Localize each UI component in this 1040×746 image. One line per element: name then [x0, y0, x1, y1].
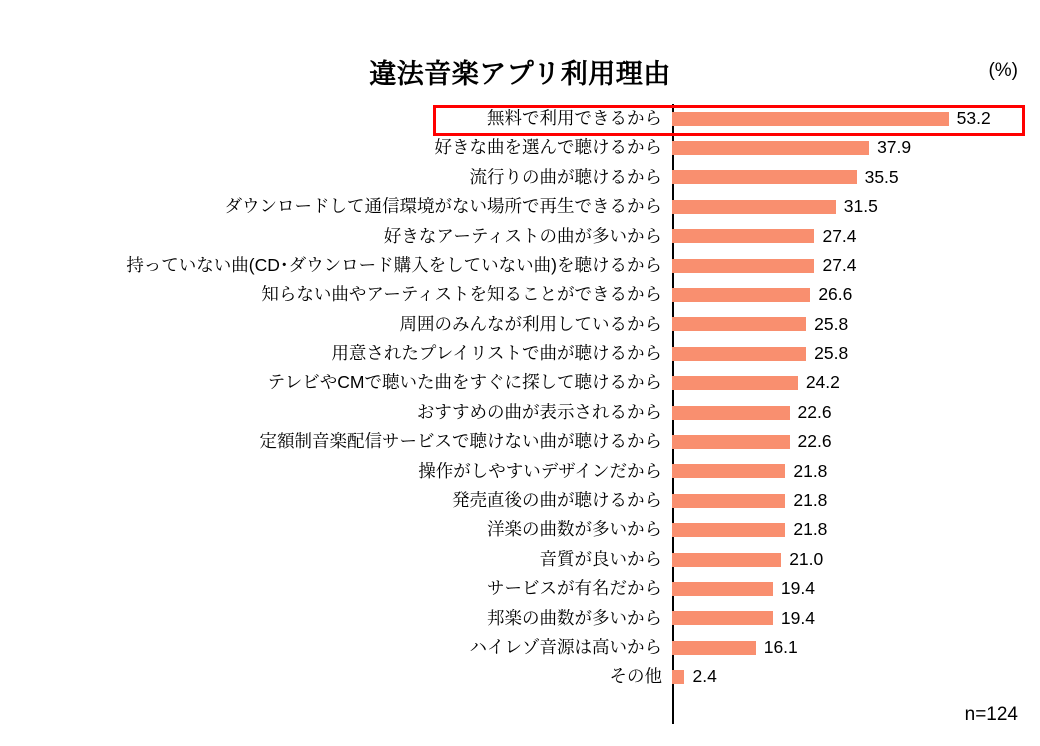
bar — [672, 494, 785, 508]
bar-row — [0, 574, 1040, 603]
bar-row — [0, 662, 1040, 691]
value-label: 19.4 — [780, 578, 815, 599]
value-label: 21.8 — [793, 490, 828, 511]
value-label: 25.8 — [814, 343, 849, 364]
bar — [672, 229, 814, 243]
bar — [672, 670, 684, 684]
unit-label: (%) — [988, 60, 1018, 81]
bar — [672, 288, 810, 302]
bar — [672, 200, 836, 214]
bar-track — [672, 222, 1040, 251]
bar-track — [672, 486, 1040, 515]
bar-row — [0, 427, 1040, 456]
value-label: 22.6 — [797, 431, 832, 452]
bar-track — [672, 369, 1040, 398]
bar — [672, 435, 790, 449]
category-label: 持っていない曲(CD･ダウンロード購入をしていない曲)を聴けるから — [126, 254, 662, 275]
category-label: 邦楽の曲数が多いから — [487, 607, 662, 628]
bar-row — [0, 104, 1040, 133]
category-label: 流行りの曲が聴けるから — [469, 166, 662, 187]
chart-title: 違法音楽アプリ利用理由 — [369, 59, 671, 89]
category-label: 定額制音楽配信サービスで聴けない曲が聴けるから — [259, 431, 662, 452]
bar-row — [0, 163, 1040, 192]
bar-row — [0, 133, 1040, 162]
bar-row — [0, 251, 1040, 280]
value-label: 2.4 — [692, 666, 717, 687]
bar — [672, 317, 806, 331]
bar-track — [672, 280, 1040, 309]
bar — [672, 170, 857, 184]
bar-row — [0, 222, 1040, 251]
bar-row — [0, 369, 1040, 398]
bar-row — [0, 339, 1040, 368]
category-label: 洋楽の曲数が多いから — [487, 519, 662, 540]
category-label: サービスが有名だから — [487, 578, 662, 599]
bar-track — [672, 662, 1040, 691]
bar-row — [0, 515, 1040, 544]
bar — [672, 376, 798, 390]
value-label: 19.4 — [780, 607, 815, 628]
value-label: 21.8 — [793, 519, 828, 540]
category-label: 好きなアーティストの曲が多いから — [383, 225, 662, 246]
value-label: 31.5 — [843, 196, 878, 217]
value-label: 27.4 — [822, 254, 857, 275]
value-label: 24.2 — [805, 372, 840, 393]
category-label: 周囲のみんなが利用しているから — [399, 313, 662, 334]
bar-track — [672, 427, 1040, 456]
bar — [672, 641, 756, 655]
bar — [672, 464, 785, 478]
bar — [672, 259, 814, 273]
bar-track — [672, 604, 1040, 633]
bar-row — [0, 457, 1040, 486]
category-label: おすすめの曲が表示されるから — [416, 401, 662, 422]
category-label: 用意されたプレイリストで曲が聴けるから — [331, 343, 662, 364]
category-label: 発売直後の曲が聴けるから — [452, 490, 662, 511]
bar-track — [672, 633, 1040, 662]
category-label: ダウンロードして通信環境がない場所で再生できるから — [224, 196, 662, 217]
sample-size-label: n=124 — [964, 704, 1018, 725]
bar — [672, 582, 773, 596]
category-label: その他 — [609, 666, 662, 687]
bar — [672, 406, 790, 420]
category-label: テレビやCMで聴いた曲をすぐに探して聴けるから — [267, 372, 662, 393]
bar-track — [672, 339, 1040, 368]
bar — [672, 112, 949, 126]
bar — [672, 141, 869, 155]
value-label: 53.2 — [956, 107, 991, 128]
category-label: 音質が良いから — [539, 548, 662, 569]
bar-rows — [0, 104, 1040, 692]
bar-track — [672, 574, 1040, 603]
value-label: 26.6 — [818, 284, 853, 305]
bar-track — [672, 398, 1040, 427]
value-label: 25.8 — [814, 313, 849, 334]
bar — [672, 553, 781, 567]
bar-row — [0, 604, 1040, 633]
category-label: 操作がしやすいデザインだから — [418, 460, 662, 481]
bar-track — [672, 310, 1040, 339]
value-label: 35.5 — [864, 166, 899, 187]
bar-row — [0, 545, 1040, 574]
bar-row — [0, 486, 1040, 515]
bar-track — [672, 545, 1040, 574]
bar-row — [0, 398, 1040, 427]
bar-row — [0, 310, 1040, 339]
bar-row — [0, 192, 1040, 221]
bar-track — [672, 251, 1040, 280]
bar-track — [672, 104, 1040, 133]
bar-track — [672, 457, 1040, 486]
category-label: 好きな曲を選んで聴けるから — [434, 137, 662, 158]
bar-row — [0, 280, 1040, 309]
value-label: 21.0 — [789, 548, 824, 569]
category-label: ハイレゾ音源は高いから — [469, 636, 662, 657]
plot-area — [0, 104, 1040, 724]
value-label: 21.8 — [793, 460, 828, 481]
bar-track — [672, 192, 1040, 221]
bar-track — [672, 515, 1040, 544]
category-label: 知らない曲やアーティストを知ることができるから — [261, 284, 662, 305]
value-label: 27.4 — [822, 225, 857, 246]
bar-row — [0, 633, 1040, 662]
bar-track — [672, 163, 1040, 192]
bar — [672, 347, 806, 361]
category-label: 無料で利用できるから — [487, 107, 662, 128]
bar-track — [672, 133, 1040, 162]
value-label: 37.9 — [877, 137, 912, 158]
value-label: 16.1 — [763, 636, 798, 657]
value-label: 22.6 — [797, 401, 832, 422]
bar — [672, 523, 785, 537]
bar — [672, 611, 773, 625]
